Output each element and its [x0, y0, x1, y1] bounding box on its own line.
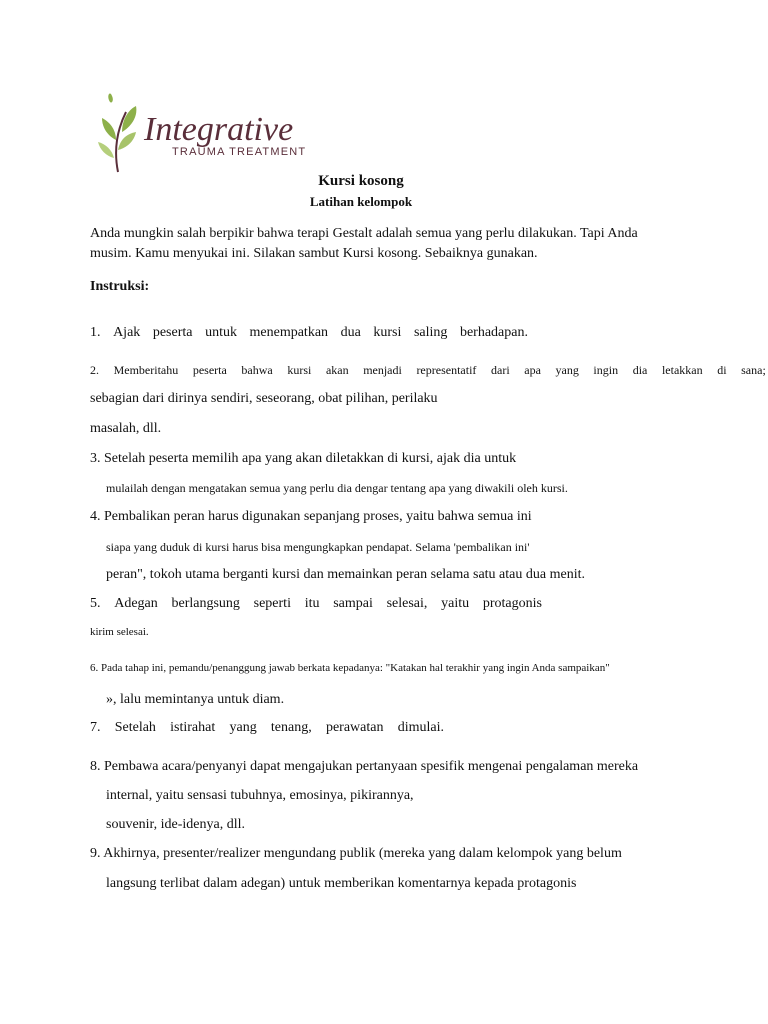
word: ingin	[593, 363, 619, 377]
word: Ajak	[113, 325, 141, 340]
word: Memberitahu	[113, 363, 179, 377]
instruction-2-line-1	[90, 362, 766, 378]
instruction-2-line-2: sebagian dari dirinya sendiri, seseorang, obat pilihan, perilaku	[90, 391, 438, 406]
word: menempatkan	[249, 325, 329, 340]
word: perawatan	[325, 720, 384, 735]
instruction-4-line-1: 4. Pembalikan peran harus digunakan sepanjang proses, yaitu bahwa semua ini	[90, 509, 532, 524]
word: tenang,	[270, 720, 312, 735]
word: kursi	[287, 363, 312, 377]
instruction-8-line-3: souvenir, ide-idenya, dll.	[106, 817, 246, 832]
word: peserta	[152, 325, 193, 340]
word: sana;	[741, 363, 766, 377]
word: istirahat	[170, 720, 216, 735]
word: bahwa	[241, 363, 273, 377]
word: di	[717, 363, 727, 377]
word: peserta	[192, 363, 227, 377]
word: untuk	[205, 325, 237, 340]
instruction-5-line-2: kirim selesai.	[90, 626, 149, 638]
instruction-4-line-3: peran", tokoh utama berganti kursi dan memainkan peran selama satu atau dua menit.	[106, 567, 585, 582]
intro-line-1: Anda mungkin salah berpikir bahwa terapi Gestalt adalah semua yang perlu dilakukan. Tapi Anda	[90, 226, 638, 241]
instruction-5-line-1	[90, 595, 542, 613]
word: 2.	[90, 363, 99, 377]
document-subtitle: Latihan kelompok	[309, 194, 413, 209]
word: yaitu	[441, 596, 470, 611]
word: selesai,	[386, 596, 428, 611]
instruction-4-line-2: siapa yang duduk di kursi harus bisa mengungkapkan pendapat. Selama 'pembalikan ini'	[106, 540, 530, 554]
integrative-trauma-treatment-logo	[96, 92, 336, 176]
word: representatif	[416, 363, 477, 377]
word: 5.	[90, 596, 101, 611]
word: dimulai.	[397, 720, 444, 735]
word: seperti	[253, 596, 291, 611]
document-title: Kursi kosong	[318, 173, 404, 189]
word: dari	[491, 363, 510, 377]
word: 7.	[90, 720, 101, 735]
instruction-6-line-1: 6. Pada tahap ini, pemandu/penanggung jawab berkata kepadanya: "Katakan hal terakhir yang ingin Anda sampaikan"	[90, 662, 610, 674]
intro-line-2: musim. Kamu menyukai ini. Silakan sambut Kursi kosong. Sebaiknya gunakan.	[90, 246, 538, 261]
logo-tagline: TRAUMA TREATMENT	[172, 146, 307, 158]
word: berlangsung	[171, 596, 240, 611]
instruction-3-line-2: mulailah dengan mengatakan semua yang perlu dia dengar tentang apa yang diwakili oleh kursi.	[106, 481, 568, 495]
word: menjadi	[363, 363, 402, 377]
word: itu	[304, 596, 320, 611]
instruction-8-line-1: 8. Pembawa acara/penyanyi dapat mengajukan pertanyaan spesifik mengenai pengalaman mereka	[90, 759, 639, 774]
word: saling	[413, 325, 448, 340]
leaf-sprig-icon	[98, 94, 136, 172]
word: Adegan	[114, 596, 158, 611]
instructions-heading: Instruksi:	[90, 279, 150, 294]
word: dia	[632, 363, 648, 377]
instruction-7	[90, 719, 444, 737]
word: yang	[555, 363, 579, 377]
word: letakkan	[661, 363, 703, 377]
instruction-9-line-1: 9. Akhirnya, presenter/realizer mengundang publik (mereka yang dalam kelompok yang belum	[90, 846, 622, 861]
word: Setelah	[114, 720, 156, 735]
word: yang	[229, 720, 257, 735]
instruction-2-line-3: masalah, dll.	[90, 421, 162, 436]
word: kursi	[373, 325, 402, 340]
word: apa	[524, 363, 541, 377]
instruction-8-line-2: internal, yaitu sensasi tubuhnya, emosinya, pikirannya,	[106, 788, 414, 803]
instruction-9-line-2: langsung terlibat dalam adegan) untuk memberikan komentarnya kepada protagonis	[106, 876, 577, 891]
word: sampai	[333, 596, 373, 611]
instruction-3-line-1: 3. Setelah peserta memilih apa yang akan diletakkan di kursi, ajak dia untuk	[90, 451, 517, 466]
word: 1.	[90, 325, 101, 340]
word: protagonis	[482, 596, 542, 611]
logo-wordmark: Integrative	[144, 111, 294, 148]
word: dua	[340, 325, 361, 340]
word: berhadapan.	[459, 325, 528, 340]
instruction-1	[90, 324, 528, 342]
instruction-6-line-2: », lalu memintanya untuk diam.	[106, 692, 285, 707]
word: akan	[325, 363, 349, 377]
